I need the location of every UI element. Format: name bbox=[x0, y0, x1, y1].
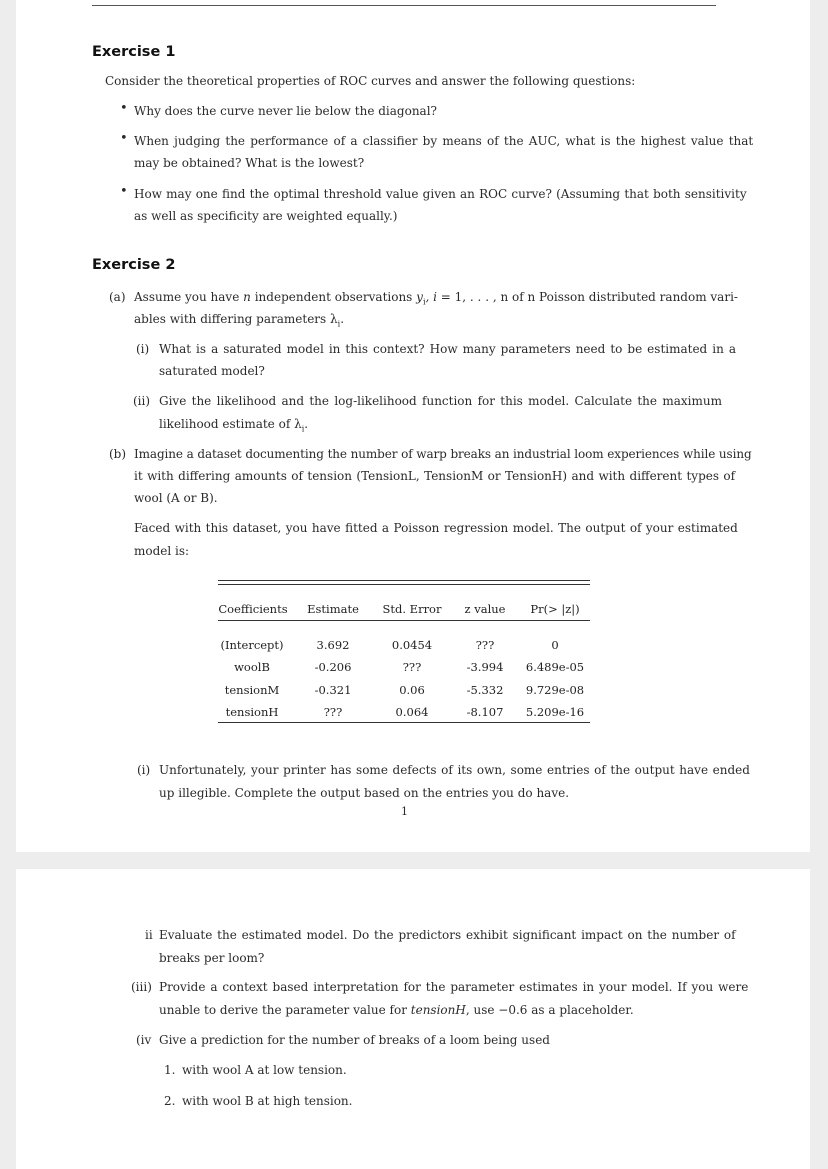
exercise-1-title: Exercise 1 bbox=[92, 44, 176, 60]
part-a-i-line-1: What is a saturated model in this context? How many parameters need to be estimated in a bbox=[159, 342, 736, 356]
table-top-rule-2 bbox=[218, 584, 590, 585]
part-b-i-line-2: up illegible. Complete the output based on the entries you do have. bbox=[159, 786, 570, 800]
part-a-label: (a) bbox=[109, 290, 126, 304]
table-cell: -8.107 bbox=[466, 705, 504, 719]
exercise-1-bullet-2-cont: may be obtained? What is the lowest? bbox=[134, 156, 365, 170]
list-item-2-number: 2. bbox=[164, 1094, 176, 1108]
part-iii-label: (iii) bbox=[131, 980, 152, 994]
table-cell: tensionM bbox=[224, 683, 280, 697]
table-cell: 3.692 bbox=[316, 638, 350, 652]
bullet-icon: • bbox=[120, 131, 128, 146]
list-item-2-text: with wool B at high tension. bbox=[182, 1094, 353, 1108]
part-b-i-label: (i) bbox=[137, 763, 151, 777]
table-cell: 0 bbox=[551, 638, 559, 652]
exercise-1-intro: Consider the theoretical properties of ROC curves and answer the following questions: bbox=[105, 74, 636, 88]
part-a-ii-line-1: Give the likelihood and the log-likelihood function for this model. Calculate the maximum bbox=[159, 394, 722, 408]
part-a-ii-line-2: likelihood estimate of $\lambda_i$. bbox=[159, 417, 309, 434]
page-2 bbox=[16, 869, 810, 1169]
table-cell: 0.06 bbox=[399, 683, 425, 697]
table-cell: -3.994 bbox=[466, 660, 504, 674]
exercise-1-bullet-1: Why does the curve never lie below the diagonal? bbox=[134, 104, 437, 118]
part-a-text-1: Assume you have bbox=[134, 290, 240, 304]
var-y: y bbox=[416, 290, 423, 304]
part-b-line-1: Imagine a dataset documenting the number of warp breaks an industrial loom experiences while using bbox=[134, 447, 752, 461]
part-iv-label: (iv bbox=[136, 1033, 152, 1047]
table-cell: -5.332 bbox=[466, 683, 504, 697]
exercise-2-title: Exercise 2 bbox=[92, 257, 176, 273]
table-cell: woolB bbox=[234, 660, 270, 674]
part-b-label: (b) bbox=[109, 447, 127, 461]
table-bottom-rule bbox=[218, 722, 590, 723]
part-a-i-label: (i) bbox=[136, 342, 150, 356]
part-iii-line-2: unable to derive the parameter value for tensionH, use −0.6 as a placeholder. bbox=[159, 1003, 634, 1017]
bullet-icon: • bbox=[120, 101, 128, 116]
part-b-line-5: model is: bbox=[134, 544, 190, 558]
header-coefficients: Coefficients bbox=[218, 602, 288, 616]
part-a-text-2: independent observations bbox=[254, 290, 413, 304]
table-cell: 0.0454 bbox=[391, 638, 433, 652]
table-header-rule bbox=[218, 620, 590, 621]
table-cell: 5.209e-16 bbox=[525, 705, 585, 719]
table-top-rule bbox=[218, 580, 590, 581]
header-p-value: Pr(> |z|) bbox=[530, 602, 580, 616]
part-a-ii-label: (ii) bbox=[133, 394, 151, 408]
exercise-1-bullet-3: How may one find the optimal threshold value given an ROC curve? (Assuming that both sensitivity bbox=[134, 187, 747, 201]
part-b-line-2: it with differing amounts of tension (TensionL, TensionM or TensionH) and with different types of bbox=[134, 469, 736, 483]
header-z-value: z value bbox=[464, 602, 506, 616]
table-cell: (Intercept) bbox=[220, 638, 284, 652]
bullet-icon: • bbox=[120, 184, 128, 199]
table-cell: -0.321 bbox=[314, 683, 352, 697]
top-rule bbox=[92, 5, 716, 6]
var-tensionH: tensionH bbox=[410, 1003, 466, 1017]
table-cell: ??? bbox=[402, 660, 422, 674]
index-i: , i bbox=[425, 290, 437, 304]
part-a-text-3: of n Poisson distributed random vari- bbox=[512, 290, 738, 304]
page-1 bbox=[16, 0, 810, 852]
table-cell: ??? bbox=[323, 705, 343, 719]
part-ii-line-1: Evaluate the estimated model. Do the predictors exhibit significant impact on the number of bbox=[159, 928, 736, 942]
part-a-line-2: ables with differing parameters $\lambda_i$. bbox=[134, 312, 345, 329]
subscript-i: i bbox=[422, 297, 426, 307]
table-cell: ??? bbox=[475, 638, 495, 652]
table-cell: 9.729e-08 bbox=[525, 683, 585, 697]
part-iv-line-1: Give a prediction for the number of breaks of a loom being used bbox=[159, 1033, 550, 1047]
page-number: 1 bbox=[401, 805, 408, 818]
index-range: = 1, . . . , n bbox=[436, 290, 509, 304]
table-cell: 6.489e-05 bbox=[525, 660, 585, 674]
header-estimate: Estimate bbox=[307, 602, 359, 616]
exercise-1-bullet-2: When judging the performance of a classifier by means of the AUC, what is the highest value that bbox=[134, 134, 754, 148]
part-a-i-line-2: saturated model? bbox=[159, 364, 265, 378]
part-b-i-line-1: Unfortunately, your printer has some defects of its own, some entries of the output have ended bbox=[159, 763, 750, 777]
header-std-error: Std. Error bbox=[382, 602, 442, 616]
part-iii-line-1: Provide a context based interpretation for the parameter estimates in your model. If you were bbox=[159, 980, 749, 994]
part-b-line-3: wool (A or B). bbox=[134, 491, 218, 505]
table-cell: -0.206 bbox=[314, 660, 352, 674]
table-cell: 0.064 bbox=[395, 705, 429, 719]
list-item-1-text: with wool A at low tension. bbox=[182, 1063, 347, 1077]
table-cell: tensionH bbox=[225, 705, 279, 719]
exercise-1-bullet-3-cont: as well as specificity are weighted equally.) bbox=[134, 209, 398, 223]
part-ii-label: ii bbox=[145, 928, 153, 942]
part-b-line-4: Faced with this dataset, you have fitted a Poisson regression model. The output of your estimated bbox=[134, 521, 738, 535]
part-a-line-1 bbox=[134, 290, 738, 309]
part-ii-line-2: breaks per loom? bbox=[159, 951, 265, 965]
var-n: n bbox=[243, 290, 251, 304]
list-item-1-number: 1. bbox=[164, 1063, 176, 1077]
